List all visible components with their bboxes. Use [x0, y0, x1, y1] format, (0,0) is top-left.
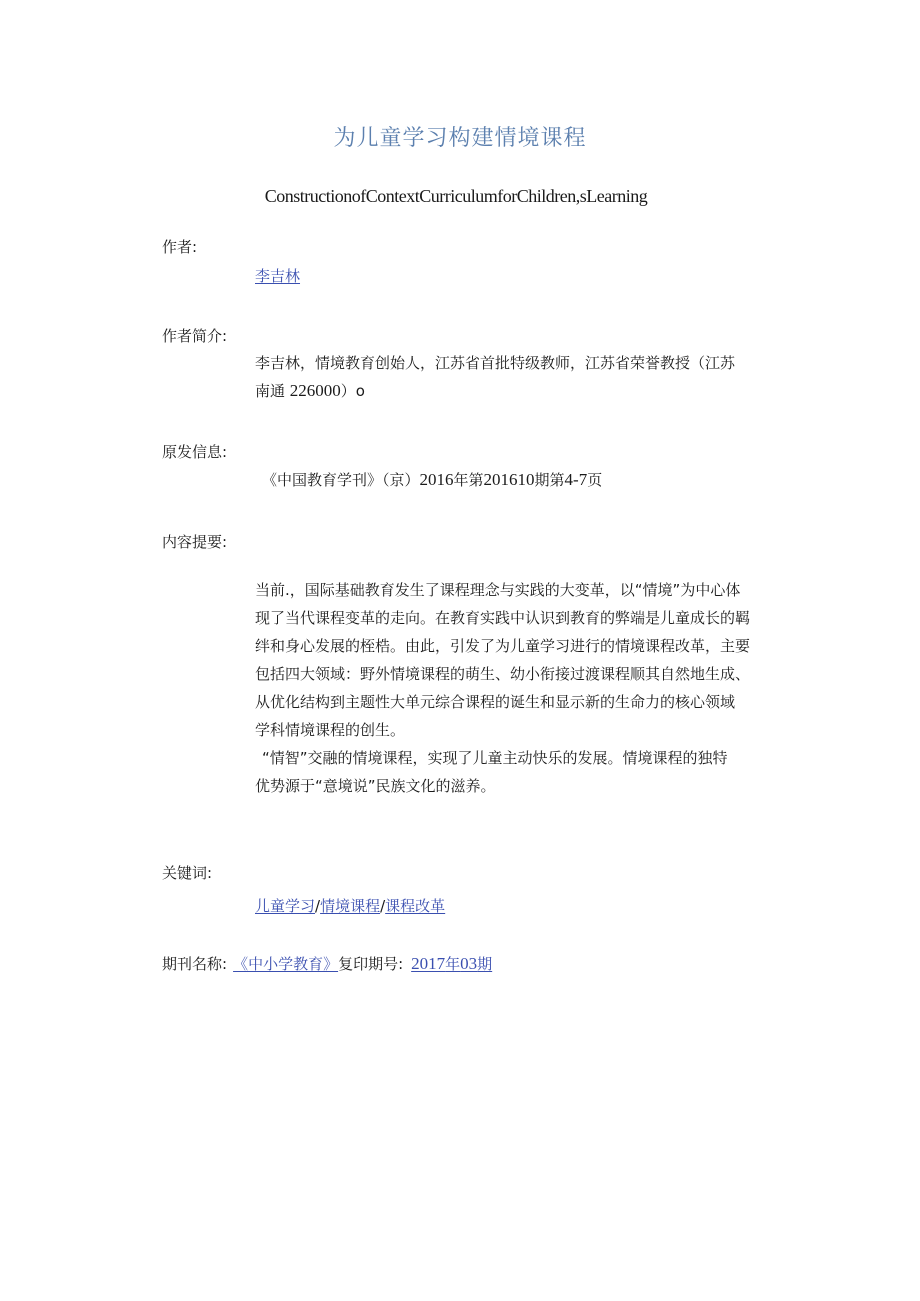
source-mid-2: 期第	[534, 471, 565, 489]
abstract-line: 当前.，国际基础教育发生了课程理念与实践的大变革，以“情境”为中心体	[255, 581, 741, 599]
source-label: 原发信息:	[162, 443, 228, 461]
journal-label: 期刊名称:	[162, 955, 228, 973]
abstract-line: 现了当代课程变革的走向。在教育实践中认识到教育的弊端是儿童成长的羁	[255, 609, 751, 627]
keywords-label: 关键词:	[162, 864, 213, 882]
author-link[interactable]: 李吉林	[255, 267, 301, 285]
source-year: 2016	[419, 470, 454, 489]
source-value	[262, 469, 602, 490]
keyword-separator: /	[380, 897, 386, 915]
source-mid-1: 年第	[453, 471, 484, 489]
article-title: 为儿童学习构建情境课程	[333, 126, 587, 151]
abstract-line: 绊和身心发展的桎梏。由此，引发了为儿童学习进行的情境课程改革，主要	[255, 637, 751, 655]
keywords-list	[255, 895, 445, 916]
abstract-line: 学科情境课程的创生。	[255, 721, 406, 739]
reprint-label: 复印期号:	[338, 955, 404, 973]
reprint-suffix: 期	[477, 955, 493, 973]
abstract-line: 从优化结构到主题性大单元综合课程的诞生和显示新的生命力的核心领域	[255, 693, 736, 711]
source-suffix: 页	[587, 471, 603, 489]
abstract-paragraph-1	[255, 576, 775, 744]
bio-label: 作者简介:	[162, 327, 228, 345]
source-pages: 4-7	[564, 470, 588, 489]
abstract-label: 内容提要:	[162, 533, 228, 551]
bio-postcode: 226000	[289, 381, 341, 400]
reprint-mid: 年	[445, 955, 461, 973]
source-issue: 201610	[483, 470, 535, 489]
bio-line-2-prefix: 南通	[255, 382, 290, 400]
abstract-line: 优势源于“意境说”民族文化的滋养。	[255, 777, 496, 795]
reprint-year: 2017	[411, 954, 446, 973]
keyword-link[interactable]: 课程改革	[385, 897, 446, 915]
reprint-issue: 03	[460, 954, 478, 973]
reprint-issue-link[interactable]	[411, 955, 492, 973]
bio-line-2-suffix: ）o	[340, 382, 365, 400]
abstract-line: 包括四大领域：野外情境课程的萌生、幼小衔接过渡课程顺其自然地生成、	[255, 665, 751, 683]
journal-row	[162, 953, 492, 974]
abstract-paragraph-2	[255, 744, 782, 800]
author-value	[255, 265, 300, 286]
bio-line-2	[255, 380, 365, 401]
keyword-link[interactable]: 情境课程	[320, 897, 381, 915]
bio-line-1: 李吉林，情境教育创始人，江苏省首批特级教师，江苏省荣誉教授（江苏	[255, 354, 736, 372]
journal-name-link[interactable]: 《中小学教育》	[233, 955, 339, 973]
abstract-line: “情智”交融的情境课程，实现了儿童主动快乐的发展。情境课程的独特	[262, 749, 728, 767]
author-label: 作者:	[162, 238, 198, 256]
keyword-separator: /	[315, 897, 321, 915]
article-subtitle-english: ConstructionofContextCurriculumforChildren,sLearning	[264, 186, 648, 206]
keyword-link[interactable]: 儿童学习	[255, 897, 316, 915]
source-journal: 《中国教育学刊》（京）	[262, 471, 420, 489]
